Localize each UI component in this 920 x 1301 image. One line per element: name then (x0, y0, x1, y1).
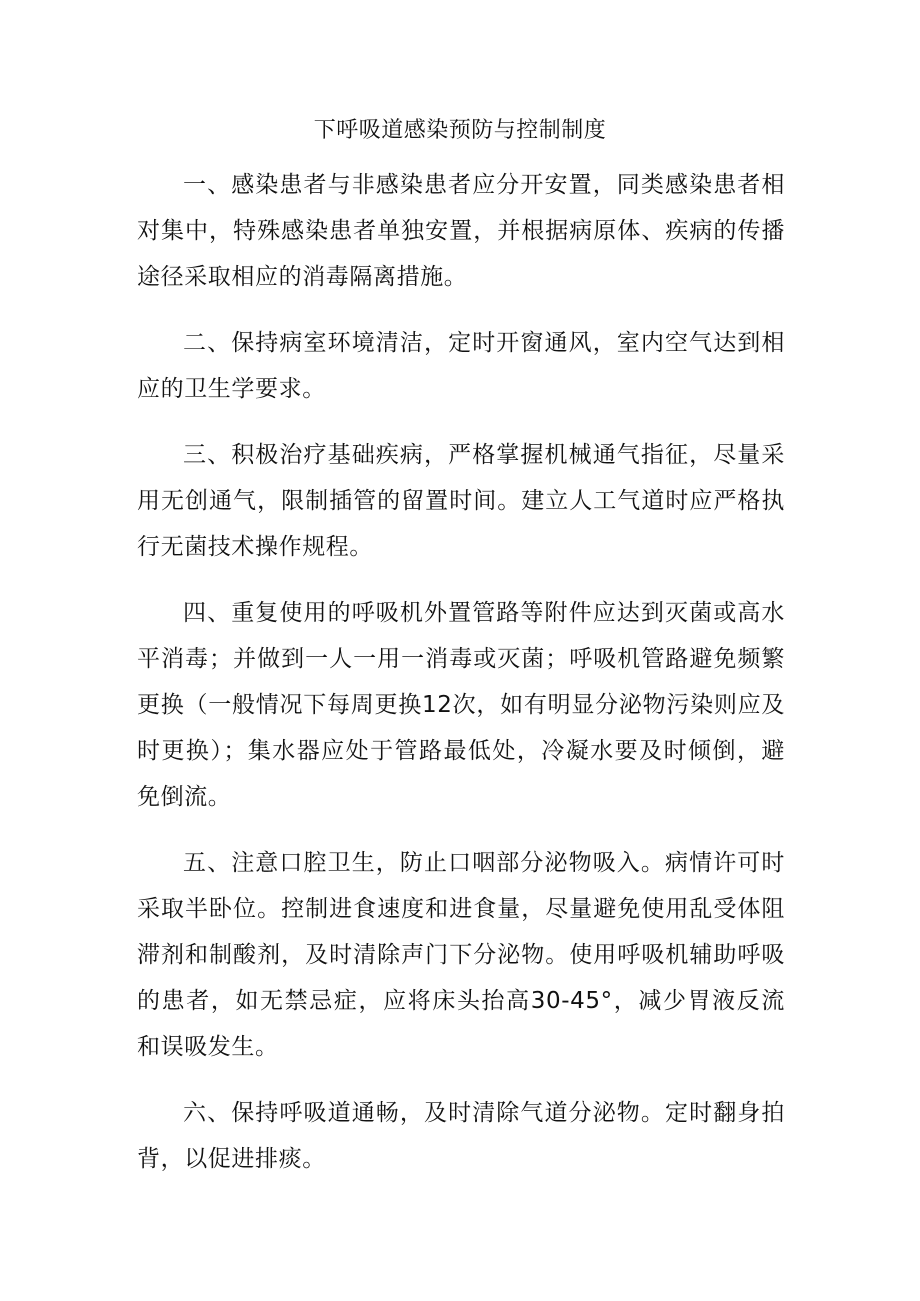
paragraph-4: 四、重复使用的呼吸机外置管路等附件应达到灭菌或高水平消毒；并做到一人一用一消毒或灭菌；呼吸机管路避免频繁更换（一般情况下每周更换12次，如有明显分泌物污染则应及时更换）；集水器应处于管路最低处，冷凝水要及时倾倒，避免倒流。 (137, 600, 785, 810)
paragraph-3: 三、积极治疗基础疾病，严格掌握机械通气指征，尽量采用无创通气，限制插管的留置时间。建立人工气道时应严格执行无菌技术操作规程。 (137, 442, 785, 560)
paragraph-2: 二、保持病室环境清洁，定时开窗通风，室内空气达到相应的卫生学要求。 (137, 330, 785, 402)
paragraph-5: 五、注意口腔卫生，防止口咽部分泌物吸入。病情许可时采取半卧位。控制进食速度和进食量，尽量避免使用乱受体阻滞剂和制酸剂，及时清除声门下分泌物。使用呼吸机辅助呼吸的患者，如无禁忌症，应将床头抬高30-45°，减少胃液反流和误吸发生。 (137, 850, 785, 1060)
document-body (137, 162, 785, 1202)
paragraph-1: 一、感染患者与非感染患者应分开安置，同类感染患者相对集中，特殊感染患者单独安置，并根据病原体、疾病的传播途径采取相应的消毒隔离措施。 (137, 172, 785, 290)
paragraph-6: 六、保持呼吸道通畅，及时清除气道分泌物。定时翻身拍背，以促进排痰。 (137, 1100, 785, 1172)
document-title: 下呼吸道感染预防与控制制度 (313, 118, 607, 143)
